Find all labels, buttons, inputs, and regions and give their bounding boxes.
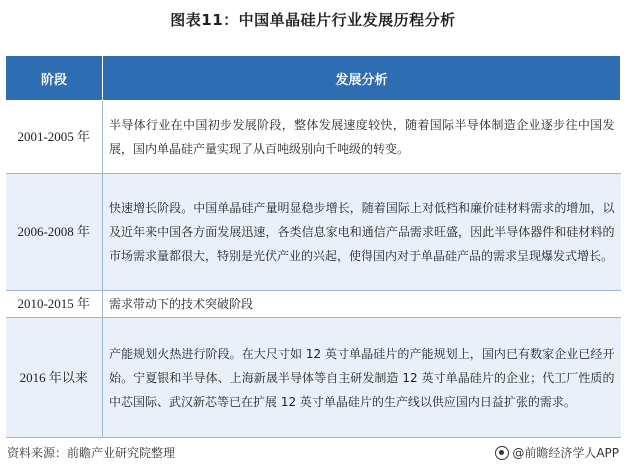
table-header-row: [6, 56, 621, 101]
source-note: 资料来源：前瞻产业研究院整理: [7, 446, 176, 460]
period-cell: 2010-2015 年: [6, 291, 103, 318]
header-period: 阶段: [6, 56, 103, 101]
period-cell: 2006-2008 年: [6, 174, 103, 291]
table-row: [6, 318, 621, 438]
table-row: [6, 101, 621, 174]
brand-label: @前瞻经济学人APP: [512, 446, 619, 460]
analysis-cell: 需求带动下的技术突破阶段: [103, 291, 621, 318]
development-table: [5, 55, 621, 438]
brand-credit: [495, 444, 619, 461]
table-row: [6, 174, 621, 291]
table-row: [6, 291, 621, 318]
chart-title: 图表11：中国单晶硅片行业发展历程分析: [170, 11, 456, 29]
analysis-cell: 半导体行业在中国初步发展阶段，整体发展速度较快，随着国际半导体制造企业逐步往中国发展，国内单晶硅产量实现了从百吨级别向千吨级的转变。: [103, 101, 621, 174]
analysis-cell: 快速增长阶段。中国单晶硅产量明显稳步增长，随着国际上对低档和廉价硅材料需求的增加，以及近年来中国各方面发展迅速，各类信息家电和通信产品需求旺盛，因此半导体器件和硅材料的市场需求量都很大，特别是光伏产业的兴起，使得国内对于单晶硅产品的需求呈现爆发式增长。: [103, 174, 621, 291]
header-analysis: 发展分析: [103, 56, 621, 101]
analysis-cell: 产能规划火热进行阶段。在大尺寸如 12 英寸单晶硅片的产能规划上，国内已有数家企业已经开始。宁夏银和半导体、上海新晟半导体等自主研发制造 12 英寸单晶硅片的企业；代工厂性质的中芯国际、武汉新芯等已在扩展 12 英寸单晶硅片的生产线以供应国内日益扩张的需求。: [103, 318, 621, 438]
period-cell: 2001-2005 年: [6, 101, 103, 174]
qianzhan-logo-icon: [495, 446, 509, 460]
period-cell: 2016 年以来: [6, 318, 103, 438]
